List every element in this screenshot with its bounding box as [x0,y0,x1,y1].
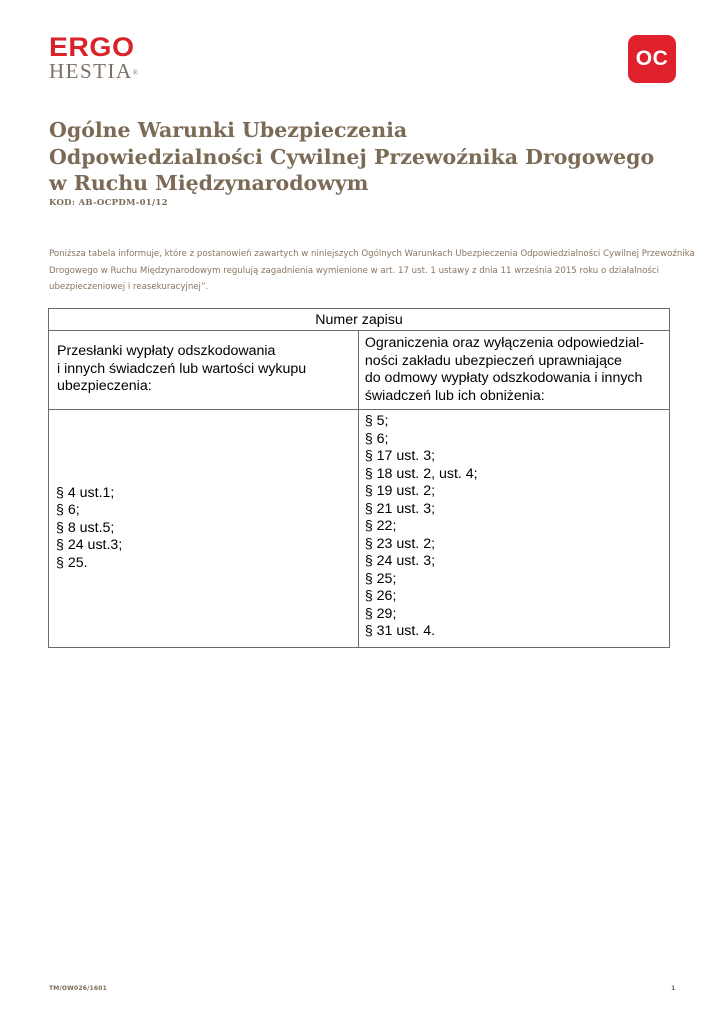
right-item: § 29; [364,605,397,622]
footer-document-code: TM/OW026/1601 [49,985,107,992]
left-item: § 4 ust.1; [56,484,115,501]
right-item: § 25; [364,570,397,587]
right-heading-line: do odmowy wypłaty odszkodowania i innych [364,370,643,386]
left-heading-cell [49,331,359,410]
left-heading-line: Przesłanki wypłaty odszkodowania [57,343,276,359]
left-heading-line: ubezpieczenia: [57,378,152,394]
right-item: § 6; [364,430,389,447]
right-item: § 18 ust. 2, ust. 4; [364,465,478,482]
right-heading-line: ności zakładu ubezpieczeń uprawniające [364,352,622,369]
right-item: § 17 ust. 3; [364,448,436,464]
logo-hestia-text [49,61,149,81]
intro-line: Drogowego w Ruchu Międzynarodowym regulują zagadnienia wymienione w art. 17 ust. 1 ustawy z dnia 11 września 2015 roku o działalności [49,265,659,276]
intro-line: Poniższa tabela informuje, które z postanowień zawartych w niniejszych Ogólnych Warunkach Ubezpieczenia Odpowiedzialności Cywilnej Przewoźnika [49,249,695,259]
right-heading-line: świadczeń lub ich obniżenia: [364,387,545,404]
left-item: § 25. [56,554,88,571]
right-item: § 24 ust. 3; [364,553,436,569]
table-header-cell: Numer zapisu [49,309,670,331]
document-title [49,117,689,197]
oc-badge: OC [628,35,676,83]
right-items-cell [358,410,669,648]
intro-paragraph [49,246,695,296]
document-code: KOD: AB-OCPDM-01/12 [49,198,168,208]
logo-ergo-text: ERGO [49,32,135,62]
right-item: § 23 ust. 2; [364,535,436,552]
title-line: w Ruchu Międzynarodowym [49,171,369,195]
right-item: § 26; [364,588,397,604]
logo-hestia-word: HESTIA [49,59,133,83]
regulation-table [48,308,670,648]
logo-registered-mark: ® [132,69,138,77]
title-line: Ogólne Warunki Ubezpieczenia [49,118,408,142]
right-item: § 22; [364,518,397,534]
left-item: § 6; [56,502,80,518]
title-line: Odpowiedzialności Cywilnej Przewoźnika Drogowego [49,144,655,169]
page-number: 1 [671,984,676,992]
right-item: § 21 ust. 3; [364,500,436,517]
ergo-hestia-logo [49,34,149,81]
right-heading-cell [358,331,669,410]
right-item: § 5; [364,413,389,429]
left-item: § 8 ust.5; [56,519,115,536]
right-item: § 31 ust. 4. [364,623,436,639]
right-heading-line: Ograniczenia oraz wyłączenia odpowiedzial- [364,335,644,351]
left-items-cell [49,410,359,648]
left-item: § 24 ust.3; [56,537,123,553]
right-item: § 19 ust. 2; [364,483,436,499]
intro-line: ubezpieczeniowej i reasekuracyjnej”. [49,282,209,292]
left-heading-line: i innych świadczeń lub wartości wykupu [57,360,307,377]
